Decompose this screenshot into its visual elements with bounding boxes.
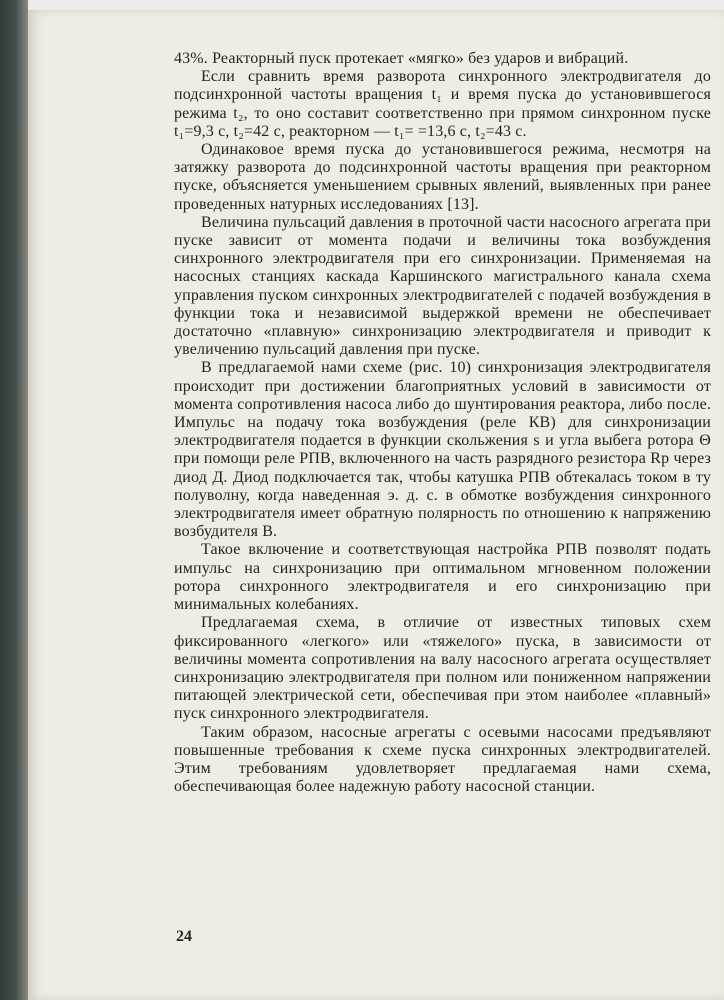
paragraph-1: 43%. Реакторный пуск протекает «мягко» без ударов и вибраций.: [174, 50, 629, 67]
body-text: [174, 50, 711, 796]
scan-binding-edge: [0, 0, 28, 1000]
paragraph-3: Одинаковое время пуска до установившегося режима, несмотря на затяжку разворота до подсинхронной частоты вращения при реакторном пуске, объясняется уменьшением срывных явлений, выявленных при ранее проведенных натурных исследованиях [13].: [174, 141, 711, 213]
scan-top-strip: [0, 0, 724, 10]
paragraph-6: Такое включение и соответствующая настройка РПВ позволят подать импульс на синхронизацию при оптимальном мгновенном положении ротора синхронного электродвигателя и его синхронизацию при минимальных колебаниях.: [174, 541, 711, 614]
paragraph-7: Предлагаемая схема, в отличие от известных типовых схем фиксированного «легкого» или «тяжелого» пуска, в зависимости от величины момента сопротивления на валу насосного агрегата осуществляет синхронизацию электродвигателя при полном или пониженном напряжении питающей электрической сети, обеспечивая при этом наиболее «плавный» пуск синхронного электродвигателя.: [174, 614, 711, 723]
page-number: 24: [176, 928, 192, 945]
paragraph-5: В предлагаемой нами схеме (рис. 10) синхронизация электродвигателя происходит при достижении благоприятных условий в зависимости от момента сопротивления насоса либо до шунтирования реактора, либо после. Импульс на подачу тока возбуждения (реле КВ) для синхронизации электродвигателя подается в функции скольжения s и угла выбега ротора Θ при помощи реле РПВ, включенного на часть разрядного резистора Rр через диод Д. Диод подключается так, чтобы катушка РПВ обтекалась током в ту полуволну, когда наведенная э. д. с. в обмотке возбуждения синхронного электродвигателя имеет обратную полярность по отношению к напряжению возбудителя В.: [174, 359, 711, 541]
paragraph-2: Если сравнить время разворота синхронного электродвигателя до подсинхронной частоты вращения t₁ и время пуска до установившегося режима t₂, то оно составит соответственно при прямом синхронном пуске t₁=9,3 с, t₂=42 с, реакторном — t₁= =13,6 с, t₂=43 с.: [174, 68, 711, 140]
paragraph-4: Величина пульсаций давления в проточной части насосного агрегата при пуске зависит от момента подачи и величины тока возбуждения синхронного электродвигателя при его синхронизации. Применяемая на насосных станциях каскада Каршинского магистрального канала схема управления пуском синхронных электродвигателей с подачей возбуждения в функции тока и независимой выдержкой времени не обеспечивает достаточно «плавную» синхронизацию электродвигателя и приводит к увеличению пульсаций давления при пуске.: [174, 213, 711, 359]
paragraph-8: Таким образом, насосные агрегаты с осевыми насосами предъявляют повышенные требования к схеме пуска синхронных электродвигателей. Этим требованиям удовлетворяет предлагаемая нами схема, обеспечивающая более надежную работу насосной станции.: [174, 723, 711, 796]
